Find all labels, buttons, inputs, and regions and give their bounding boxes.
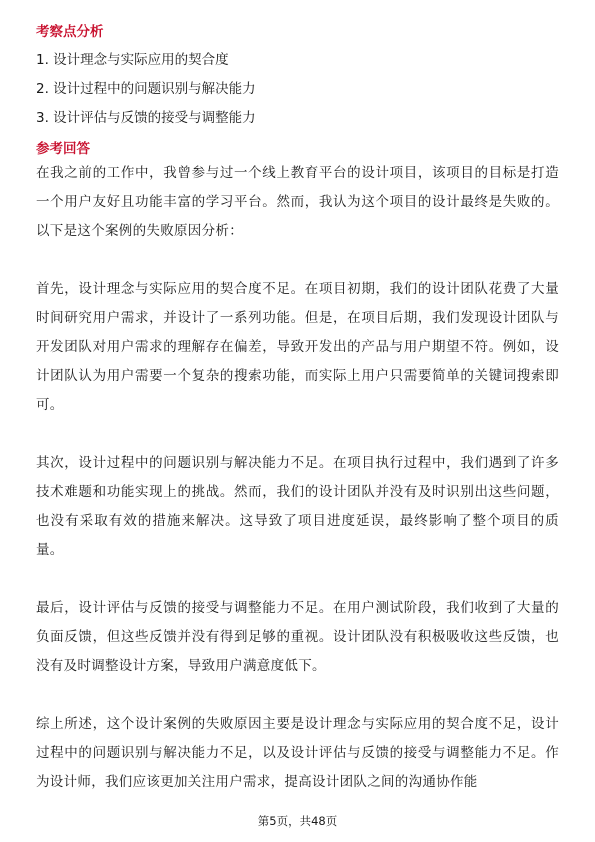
analysis-heading: 考察点分析: [36, 24, 104, 40]
analysis-item: 1. 设计理念与实际应用的契合度: [36, 52, 229, 68]
answer-body: [36, 159, 559, 797]
answer-paragraph-intro: 在我之前的工作中，我曾参与过一个线上教育平台的设计项目，该项目的目标是打造一个用户友好且功能丰富的学习平台。然而，我认为这个项目的设计最终是失败的。以下是这个案例的失败原因分析：: [36, 165, 559, 239]
analysis-item: 3. 设计评估与反馈的接受与调整能力: [36, 110, 256, 126]
page-number-footer: 第5页，共48页: [257, 814, 338, 828]
analysis-item: 2. 设计过程中的问题识别与解决能力: [36, 81, 256, 97]
page-content: [36, 22, 559, 797]
answer-paragraph-second: 其次，设计过程中的问题识别与解决能力不足。在项目执行过程中，我们遇到了许多技术难题和功能实现上的挑战。然而，我们的设计团队并没有及时识别出这些问题，也没有采取有效的措施来解决。这导致了项目进度延误，最终影响了整个项目的质量。: [36, 455, 559, 558]
answer-heading: 参考回答: [36, 141, 90, 157]
answer-paragraph-first: 首先，设计理念与实际应用的契合度不足。在项目初期，我们的设计团队花费了大量时间研究用户需求，并设计了一系列功能。但是，在项目后期，我们发现设计团队与开发团队对用户需求的理解存在偏差，导致开发出的产品与用户期望不符。例如，设计团队认为用户需要一个复杂的搜索功能，而实际上用户只需要简单的关键词搜索即可。: [36, 281, 559, 413]
answer-paragraph-summary: 综上所述，这个设计案例的失败原因主要是设计理念与实际应用的契合度不足，设计过程中的问题识别与解决能力不足，以及设计评估与反馈的接受与调整能力不足。作为设计师，我们应该更加关注用户需求，提高设计团队之间的沟通协作能: [36, 716, 559, 790]
analysis-list: [36, 46, 559, 133]
answer-paragraph-last: 最后，设计评估与反馈的接受与调整能力不足。在用户测试阶段，我们收到了大量的负面反馈，但这些反馈并没有得到足够的重视。设计团队没有积极吸收这些反馈，也没有及时调整设计方案，导致用户满意度低下。: [36, 600, 559, 674]
